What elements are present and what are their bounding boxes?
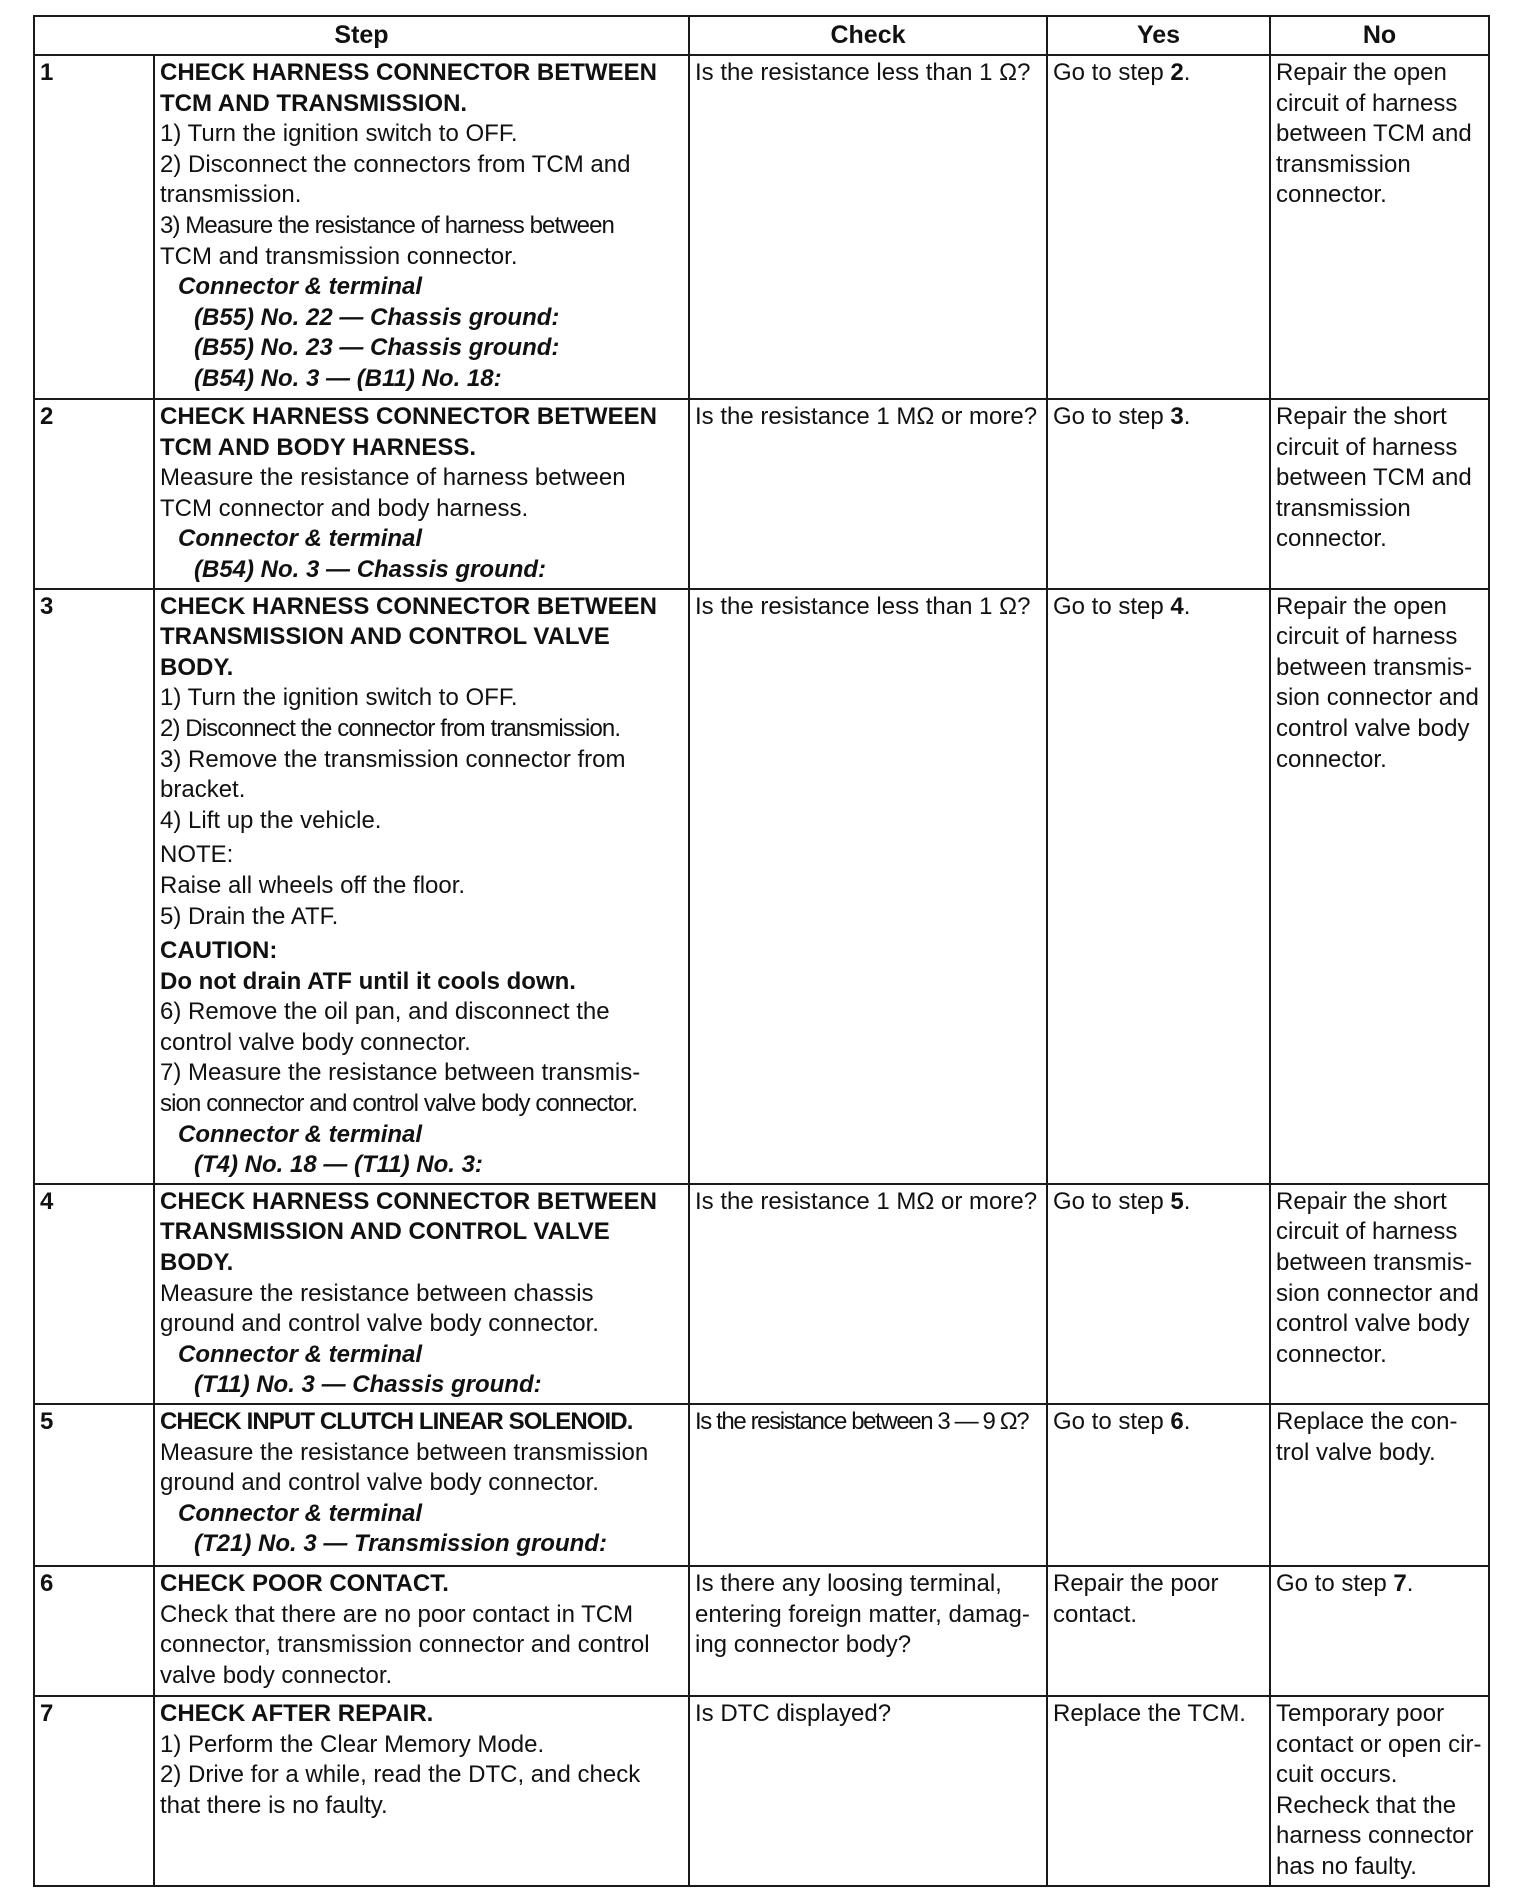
check-cell — [689, 1404, 1047, 1566]
check-question: Is DTC displayed? — [695, 1700, 892, 1727]
no-cell — [1270, 1566, 1489, 1696]
step-instruction: bracket. — [160, 776, 246, 804]
step-instruction: 7) Measure the resistance between transmis- — [160, 1059, 641, 1087]
connector-heading: Connector & terminal — [178, 273, 423, 301]
header-yes: Yes — [1047, 16, 1270, 55]
check-cell — [689, 589, 1047, 1184]
step-instruction: 1) Perform the Clear Memory Mode. — [160, 1730, 545, 1758]
step-instruction: TCM and transmission connector. — [160, 242, 518, 270]
step-instruction: that there is no faulty. — [160, 1791, 388, 1819]
no-cell — [1270, 399, 1489, 589]
yes-step-number: 3 — [1170, 403, 1184, 430]
note-heading: NOTE: — [160, 841, 234, 869]
step-instruction: sion connector and control valve body connector. — [160, 1090, 638, 1118]
step-number: 7 — [34, 1696, 154, 1886]
header-no: No — [1270, 16, 1489, 55]
check-cell — [689, 55, 1047, 399]
yes-cell — [1047, 1566, 1270, 1696]
yes-prefix: Go to step — [1053, 1187, 1171, 1215]
step-instruction: 2) Drive for a while, read the DTC, and check — [160, 1761, 641, 1789]
yes-action: Replace the TCM. — [1053, 1700, 1246, 1727]
step-instruction: 2) Disconnect the connector from transmission. — [160, 714, 621, 742]
table-header-row — [34, 16, 1489, 55]
step-title: CHECK HARNESS CONNECTOR BETWEEN — [160, 59, 657, 86]
connector-heading: Connector & terminal — [178, 1499, 423, 1527]
header-check: Check — [689, 16, 1047, 55]
step-description — [154, 1184, 689, 1404]
step-instruction: TCM connector and body harness. — [160, 494, 529, 522]
step-instruction: valve body connector. — [160, 1661, 393, 1689]
check-question: Is there any loosing terminal, entering foreign matter, damag-ing connector body? — [695, 1570, 1030, 1659]
no-action: Repair the short circuit of harness between transmis-sion connector and control valve body connector. — [1276, 1187, 1479, 1368]
yes-suffix: . — [1183, 592, 1191, 620]
yes-prefix: Go to step — [1053, 592, 1171, 620]
yes-cell — [1047, 55, 1270, 399]
step-instruction: 5) Drain the ATF. — [160, 902, 339, 930]
step-title: CHECK INPUT CLUTCH LINEAR SOLENOID. — [160, 1408, 633, 1435]
connector-heading: Connector & terminal — [178, 1120, 423, 1148]
step-title: CHECK HARNESS CONNECTOR BETWEEN — [160, 1187, 657, 1215]
connector-terminal: (B55) No. 22 — Chassis ground: — [194, 303, 560, 331]
check-question: Is the resistance less than 1 Ω? — [695, 592, 1031, 620]
connector-terminal: (T21) No. 3 — Transmission ground: — [194, 1530, 607, 1558]
step-number: 3 — [34, 589, 154, 1184]
yes-suffix: . — [1183, 1187, 1191, 1215]
note-text: Raise all wheels off the floor. — [160, 871, 466, 899]
table-row — [34, 1696, 1489, 1886]
step-description — [154, 55, 689, 399]
caution-heading: CAUTION: — [160, 937, 278, 965]
yes-cell — [1047, 399, 1270, 589]
check-question: Is the resistance 1 MΩ or more? — [695, 403, 1038, 430]
yes-prefix: Go to step — [1053, 403, 1171, 430]
no-action: Repair the short circuit of harness between TCM and transmission connector. — [1276, 403, 1472, 553]
table-row — [34, 1566, 1489, 1696]
check-cell — [689, 1696, 1047, 1886]
no-suffix: . — [1406, 1570, 1414, 1597]
step-instruction: transmission. — [160, 181, 302, 209]
connector-terminal: (B54) No. 3 — (B11) No. 18: — [194, 364, 502, 392]
no-cell — [1270, 1404, 1489, 1566]
step-instruction: 2) Disconnect the connectors from TCM and — [160, 150, 631, 178]
step-instruction: 1) Turn the ignition switch to OFF. — [160, 684, 518, 712]
yes-step-number: 5 — [1170, 1187, 1184, 1215]
check-cell — [689, 399, 1047, 589]
step-title: TCM AND TRANSMISSION. — [160, 89, 468, 117]
step-description — [154, 399, 689, 589]
step-instruction: ground and control valve body connector. — [160, 1310, 599, 1338]
check-cell — [689, 1566, 1047, 1696]
step-description — [154, 1566, 689, 1696]
yes-suffix: . — [1183, 1408, 1191, 1435]
no-cell — [1270, 589, 1489, 1184]
check-question: Is the resistance 1 MΩ or more? — [695, 1187, 1038, 1215]
no-action: Replace the con-trol valve body. — [1276, 1408, 1458, 1466]
step-instruction: connector, transmission connector and control — [160, 1631, 650, 1659]
yes-suffix: . — [1183, 59, 1191, 86]
step-instruction: 4) Lift up the vehicle. — [160, 806, 382, 834]
yes-step-number: 6 — [1170, 1408, 1184, 1435]
yes-suffix: . — [1183, 403, 1191, 430]
no-cell — [1270, 55, 1489, 399]
connector-terminal: (B54) No. 3 — Chassis ground: — [194, 555, 547, 583]
check-cell — [689, 1184, 1047, 1404]
table-row — [34, 1404, 1489, 1566]
step-title: BODY. — [160, 1249, 234, 1277]
yes-prefix: Go to step — [1053, 59, 1171, 86]
yes-cell — [1047, 1184, 1270, 1404]
step-title: TRANSMISSION AND CONTROL VALVE — [160, 623, 610, 651]
step-title: CHECK HARNESS CONNECTOR BETWEEN — [160, 403, 657, 430]
step-description — [154, 1404, 689, 1566]
connector-heading: Connector & terminal — [178, 525, 423, 553]
step-instruction: 6) Remove the oil pan, and disconnect the — [160, 998, 610, 1026]
header-step: Step — [34, 16, 689, 55]
step-instruction: 3) Remove the transmission connector from — [160, 745, 626, 773]
step-title: CHECK AFTER REPAIR. — [160, 1700, 434, 1727]
step-instruction: Check that there are no poor contact in TCM — [160, 1600, 634, 1628]
yes-action: Repair the poor contact. — [1053, 1570, 1219, 1628]
step-number: 2 — [34, 399, 154, 589]
no-action: Temporary poor contact or open cir-cuit occurs. Recheck that the harness connector has no faulty. — [1276, 1700, 1482, 1880]
step-title: BODY. — [160, 653, 234, 681]
step-instruction: 3) Measure the resistance of harness between — [160, 211, 615, 239]
diagnostic-procedure-table — [33, 15, 1490, 1887]
table-row — [34, 1184, 1489, 1404]
yes-cell — [1047, 1404, 1270, 1566]
step-title: TRANSMISSION AND CONTROL VALVE — [160, 1218, 610, 1246]
step-instruction: Measure the resistance between transmission — [160, 1438, 649, 1466]
caution-text: Do not drain ATF until it cools down. — [160, 967, 576, 995]
connector-terminal: (T4) No. 18 — (T11) No. 3: — [194, 1151, 483, 1179]
connector-terminal: (T11) No. 3 — Chassis ground: — [194, 1371, 542, 1399]
step-number: 4 — [34, 1184, 154, 1404]
step-number: 6 — [34, 1566, 154, 1696]
step-number: 1 — [34, 55, 154, 399]
step-instruction: ground and control valve body connector. — [160, 1469, 599, 1497]
no-action: Repair the open circuit of harness between transmis-sion connector and control valve body connector. — [1276, 592, 1479, 773]
step-instruction: 1) Turn the ignition switch to OFF. — [160, 120, 518, 148]
step-instruction: Measure the resistance of harness between — [160, 464, 626, 492]
yes-prefix: Go to step — [1053, 1408, 1171, 1435]
check-question: Is the resistance less than 1 Ω? — [695, 59, 1031, 86]
connector-heading: Connector & terminal — [178, 1340, 423, 1368]
yes-step-number: 2 — [1170, 59, 1184, 86]
step-title: CHECK HARNESS CONNECTOR BETWEEN — [160, 592, 657, 620]
yes-cell — [1047, 589, 1270, 1184]
no-prefix: Go to step — [1276, 1570, 1394, 1597]
step-title: TCM AND BODY HARNESS. — [160, 433, 477, 461]
no-cell — [1270, 1696, 1489, 1886]
no-action: Repair the open circuit of harness between TCM and transmission connector. — [1276, 59, 1472, 209]
step-description — [154, 1696, 689, 1886]
yes-cell — [1047, 1696, 1270, 1886]
step-instruction: Measure the resistance between chassis — [160, 1279, 594, 1307]
step-instruction: control valve body connector. — [160, 1028, 471, 1056]
step-title: CHECK POOR CONTACT. — [160, 1570, 449, 1597]
yes-step-number: 4 — [1170, 592, 1184, 620]
table-row — [34, 589, 1489, 1184]
connector-terminal: (B55) No. 23 — Chassis ground: — [194, 334, 560, 362]
table-row — [34, 55, 1489, 399]
check-question: Is the resistance between 3 — 9 Ω? — [695, 1408, 1029, 1435]
step-number: 5 — [34, 1404, 154, 1566]
no-cell — [1270, 1184, 1489, 1404]
no-step-number: 7 — [1393, 1570, 1407, 1597]
step-description — [154, 589, 689, 1184]
table-row — [34, 399, 1489, 589]
